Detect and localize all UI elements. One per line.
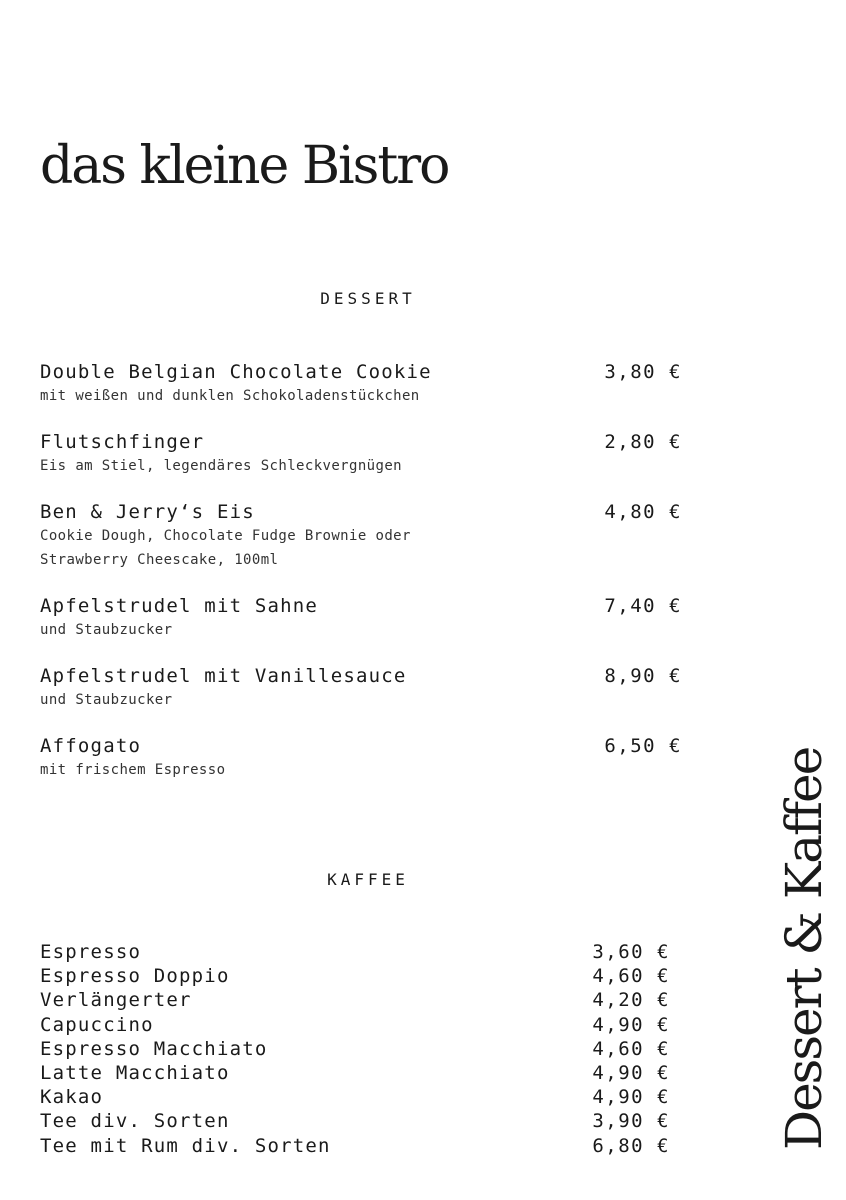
kaffee-name: Espresso Macchiato bbox=[40, 1037, 268, 1060]
kaffee-name: Espresso bbox=[40, 941, 142, 963]
kaffee-price: 4,90 € bbox=[592, 1061, 670, 1084]
kaffee-name: Latte Macchiato bbox=[40, 1061, 230, 1084]
dessert-name: Double Belgian Chocolate Cookie bbox=[40, 361, 432, 383]
dessert-description: mit weißen und dunklen Schokoladenstückchen bbox=[40, 388, 420, 404]
dessert-item bbox=[40, 594, 690, 642]
kaffee-name: Tee div. Sorten bbox=[40, 1110, 230, 1133]
kaffee-price: 4,20 € bbox=[592, 989, 670, 1012]
dessert-name: Apfelstrudel mit Sahne bbox=[40, 595, 319, 617]
kaffee-price: 6,80 € bbox=[592, 1134, 670, 1157]
kaffee-name: Kakao bbox=[40, 1086, 104, 1109]
dessert-name: Ben & Jerry‘s Eis bbox=[40, 501, 255, 523]
kaffee-heading: KAFFEE bbox=[327, 870, 409, 889]
kaffee-item bbox=[40, 1013, 670, 1037]
kaffee-price: 3,60 € bbox=[592, 941, 670, 963]
kaffee-list bbox=[40, 940, 670, 1158]
dessert-price: 2,80 € bbox=[604, 431, 682, 453]
dessert-price: 4,80 € bbox=[604, 501, 682, 523]
kaffee-price: 4,90 € bbox=[592, 1086, 670, 1109]
dessert-item bbox=[40, 734, 690, 782]
dessert-price: 8,90 € bbox=[604, 665, 682, 687]
dessert-description: mit frischem Espresso bbox=[40, 762, 226, 778]
dessert-description: Strawberry Cheescake, 100ml bbox=[40, 552, 279, 568]
kaffee-item bbox=[40, 1134, 670, 1158]
dessert-list bbox=[40, 360, 690, 804]
dessert-description: Cookie Dough, Chocolate Fudge Brownie oder bbox=[40, 528, 411, 544]
kaffee-item bbox=[40, 1061, 670, 1085]
kaffee-price: 4,60 € bbox=[592, 1037, 670, 1060]
kaffee-price: 4,60 € bbox=[592, 965, 670, 988]
page-title: das kleine Bistro bbox=[40, 136, 449, 196]
dessert-name: Flutschfinger bbox=[40, 431, 205, 453]
dessert-item bbox=[40, 664, 690, 712]
dessert-name: Affogato bbox=[40, 735, 142, 757]
kaffee-item bbox=[40, 1109, 670, 1133]
kaffee-name: Espresso Doppio bbox=[40, 965, 230, 988]
kaffee-item bbox=[40, 1037, 670, 1061]
dessert-description: Eis am Stiel, legendäres Schleckvergnügen bbox=[40, 458, 402, 474]
kaffee-name: Capuccino bbox=[40, 1013, 154, 1036]
kaffee-item bbox=[40, 1085, 670, 1109]
dessert-heading: DESSERT bbox=[320, 289, 416, 308]
vertical-section-title: Dessert & Kaffee bbox=[775, 747, 833, 1150]
kaffee-name: Tee mit Rum div. Sorten bbox=[40, 1134, 331, 1157]
dessert-description: und Staubzucker bbox=[40, 622, 173, 638]
dessert-price: 7,40 € bbox=[604, 595, 682, 617]
kaffee-name: Verlängerter bbox=[40, 989, 192, 1012]
dessert-description: und Staubzucker bbox=[40, 692, 173, 708]
dessert-price: 3,80 € bbox=[604, 361, 682, 383]
kaffee-item bbox=[40, 940, 670, 964]
dessert-item bbox=[40, 500, 690, 572]
kaffee-item bbox=[40, 988, 670, 1012]
dessert-name: Apfelstrudel mit Vanillesauce bbox=[40, 665, 407, 687]
kaffee-item bbox=[40, 964, 670, 988]
dessert-item bbox=[40, 360, 690, 408]
dessert-price: 6,50 € bbox=[604, 735, 682, 757]
kaffee-price: 3,90 € bbox=[592, 1110, 670, 1133]
kaffee-price: 4,90 € bbox=[592, 1013, 670, 1036]
dessert-item bbox=[40, 430, 690, 478]
